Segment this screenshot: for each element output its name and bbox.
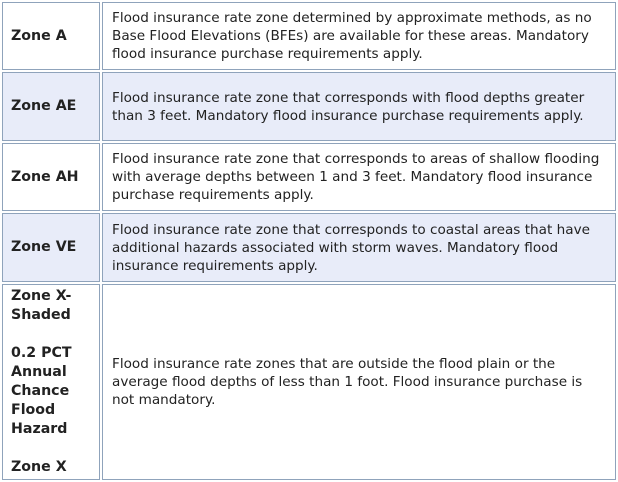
zone-name-x: Zone X [11,459,67,475]
zone-name-x-shaded: Zone X-Shaded [11,288,72,323]
zone-name-annual-chance: 0.2 PCT Annual Chance Flood Hazard [11,345,72,437]
spacer [11,439,92,458]
zone-x-names-cell [2,284,100,480]
table-row [2,143,616,211]
zone-description-cell: Flood insurance rate zone that corresponds with flood depths greater than 3 feet. Mandatory flood insurance purchase requirements apply. [102,72,616,141]
table-row [2,284,616,480]
spacer [11,325,92,344]
zone-description-cell: Flood insurance rate zone determined by approximate methods, as no Base Flood Elevations (BFEs) are available for these areas. Mandatory flood insurance purchase requirements apply. [102,2,616,70]
table-row [2,213,616,282]
zone-description-cell: Flood insurance rate zones that are outside the flood plain or the average flood depths of less than 1 foot. Flood insurance purchase is not mandatory. [102,284,616,480]
zone-description-cell: Flood insurance rate zone that corresponds to coastal areas that have additional hazards associated with storm waves. Mandatory flood insurance requirements apply. [102,213,616,282]
zone-name-cell: Zone A [2,2,100,70]
zone-name-cell: Zone AH [2,143,100,211]
zone-name-cell: Zone AE [2,72,100,141]
zone-name-cell: Zone VE [2,213,100,282]
table-row [2,72,616,141]
zone-description-cell: Flood insurance rate zone that corresponds to areas of shallow flooding with average depths between 1 and 3 feet. Mandatory flood insurance purchase requirements apply. [102,143,616,211]
table-row [2,2,616,70]
